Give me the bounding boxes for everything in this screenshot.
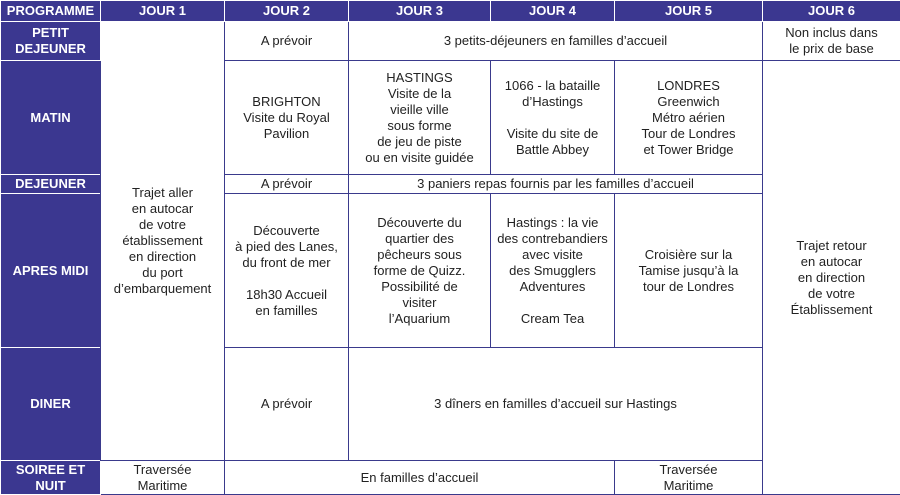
cell-dej-jour2: A prévoir bbox=[225, 175, 349, 194]
cell-am-jour3: Découverte du quartier des pêcheurs sous forme de Quizz. Possibilité de visiter l’Aquarium bbox=[349, 194, 491, 348]
row-label-petit-dejeuner: PETIT DEJEUNER bbox=[1, 22, 101, 61]
cell-matin-jour3: HASTINGS Visite de la vieille ville sous forme de jeu de piste ou en visite guidée bbox=[349, 61, 491, 175]
cell-pdj-jour6: Non inclus dans le prix de base bbox=[763, 22, 900, 61]
header-jour-4: JOUR 4 bbox=[491, 1, 615, 22]
row-label-apres-midi: APRES MIDI bbox=[1, 194, 101, 348]
header-jour-6: JOUR 6 bbox=[763, 1, 900, 22]
row-petit-dejeuner bbox=[1, 22, 900, 61]
header-jour-2: JOUR 2 bbox=[225, 1, 349, 22]
cell-diner-jour1: A prévoir bbox=[225, 348, 349, 461]
header-jour-3: JOUR 3 bbox=[349, 1, 491, 22]
cell-soiree-jour5: Traversée Maritime bbox=[615, 461, 763, 495]
cell-diner-jour2-4: 3 dîners en familles d’accueil sur Hastings bbox=[349, 348, 763, 461]
row-label-soiree-nuit: SOIREE ET NUIT bbox=[1, 461, 101, 495]
row-label-dejeuner: DEJEUNER bbox=[1, 175, 101, 194]
row-label-matin: MATIN bbox=[1, 61, 101, 175]
cell-pdj-jour3-5: 3 petits-déjeuners en familles d’accueil bbox=[349, 22, 763, 61]
cell-matin-jour4: 1066 - la bataille d’Hastings Visite du site de Battle Abbey bbox=[491, 61, 615, 175]
cell-soiree-jour1: Traversée Maritime bbox=[101, 461, 225, 495]
cell-pdj-jour2: A prévoir bbox=[225, 22, 349, 61]
cell-matin-jour5: LONDRES Greenwich Métro aérien Tour de Londres et Tower Bridge bbox=[615, 61, 763, 175]
cell-soiree-jour2-4: En familles d’accueil bbox=[225, 461, 615, 495]
row-label-diner: DINER bbox=[1, 348, 101, 461]
cell-jour1-trajet-aller: Trajet aller en autocar de votre établissement en direction du port d’embarquement bbox=[101, 22, 225, 461]
cell-am-jour5: Croisière sur la Tamise jusqu’à la tour de Londres bbox=[615, 194, 763, 348]
cell-dej-jour3-5: 3 paniers repas fournis par les familles d’accueil bbox=[349, 175, 763, 194]
header-row bbox=[1, 1, 900, 22]
header-jour-1: JOUR 1 bbox=[101, 1, 225, 22]
cell-jour6-trajet-retour: Trajet retour en autocar en direction de votre Établissement bbox=[763, 61, 900, 495]
header-programme: PROGRAMME bbox=[1, 1, 101, 22]
header-jour-5: JOUR 5 bbox=[615, 1, 763, 22]
cell-am-jour2: Découverte à pied des Lanes, du front de mer 18h30 Accueil en familles bbox=[225, 194, 349, 348]
cell-matin-jour2: BRIGHTON Visite du Royal Pavilion bbox=[225, 61, 349, 175]
cell-am-jour4: Hastings : la vie des contrebandiers avec visite des Smugglers Adventures Cream Tea bbox=[491, 194, 615, 348]
